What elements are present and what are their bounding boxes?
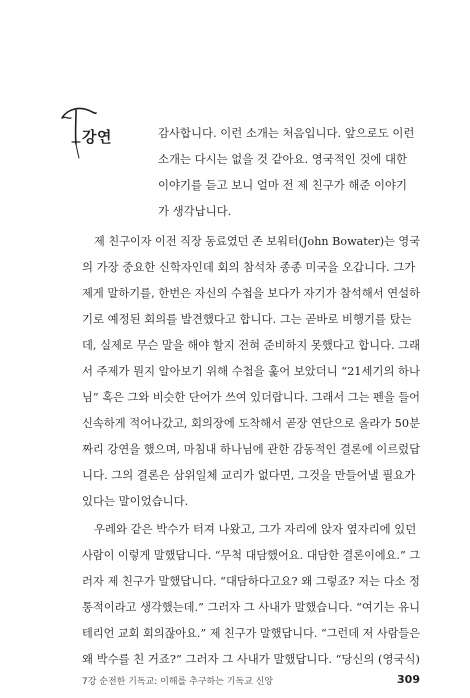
text-line: 의 가장 중요한 신학자인데 회의 참석차 종종 미국을 오갑니다. 그가: [82, 260, 416, 274]
running-footer-title: 7강 순전한 기독교: 이해를 추구하는 기독교 신앙: [82, 677, 274, 687]
text-line: 제게 말하기를, 한번은 자신의 수첩을 보다가 자기가 참석해서 연설하: [82, 286, 420, 300]
text-line: 기로 예정된 회의를 발견했다고 합니다. 그는 곧바로 비행기를 탔는: [82, 312, 412, 326]
text-line: 데, 실제로 무슨 말을 해야 할지 전혀 준비하지 못했다고 합니다. 그래: [82, 338, 420, 352]
text-line: 우레와 같은 박수가 터져 나왔고, 그가 자리에 앉자 옆자리에 있던: [94, 522, 417, 536]
text-line: 테리언 교회 회의잖아요.” 제 친구가 말했답니다. “그런데 저 사람들은: [82, 626, 420, 640]
text-line: 러자 제 친구가 말했답니다. “대담하다고요? 왜 그렇죠? 저는 다소 정: [82, 574, 420, 588]
page-footer: [82, 674, 420, 690]
page-number: 309: [397, 673, 420, 686]
text-line: 왜 박수를 친 거죠?” 그러자 그 사내가 말했답니다. “당신의 (영국식): [82, 652, 420, 666]
text-line: 감사합니다. 이런 소개는 처음입니다. 앞으로도 이런: [158, 126, 415, 140]
text-line: 짜리 강연을 했으며, 마침내 하나님에 관한 감동적인 결론에 이르렀답: [82, 442, 420, 456]
text-line: 사람이 이렇게 말했답니다. “무척 대담했어요. 대담한 결론이에요.” 그: [82, 548, 420, 562]
text-line: 이야기를 듣고 보니 얼마 전 제 친구가 해준 이야기: [158, 178, 408, 192]
speaker-label: 강연: [82, 128, 112, 146]
text-line: 제 친구이자 이전 직장 동료였던 존 보워터(John Bowater)는 영국: [94, 234, 420, 248]
text-line: 소개는 다시는 없을 것 같아요. 영국적인 것에 대한: [158, 152, 408, 166]
text-line: 통적이라고 생각했는데.” 그러자 그 사내가 말했습니다. “여기는 유니: [82, 600, 420, 614]
text-line: 서 주제가 뭔지 알아보기 위해 수첩을 훑어 보았더니 “21세기의 하나: [82, 364, 420, 378]
text-line: 님” 혹은 그와 비슷한 단어가 쓰여 있더랍니다. 그래서 그는 펜을 들어: [82, 390, 420, 404]
text-line: 있다는 말이었습니다.: [82, 494, 189, 508]
text-line: 신속하게 적어나갔고, 회의장에 도착해서 곧장 연단으로 올라가 50분: [82, 416, 420, 430]
text-line: 니다. 그의 결론은 삼위일체 교리가 없다면, 그것을 만들어낼 필요가: [82, 468, 416, 482]
text-line: 가 생각납니다.: [158, 204, 232, 218]
